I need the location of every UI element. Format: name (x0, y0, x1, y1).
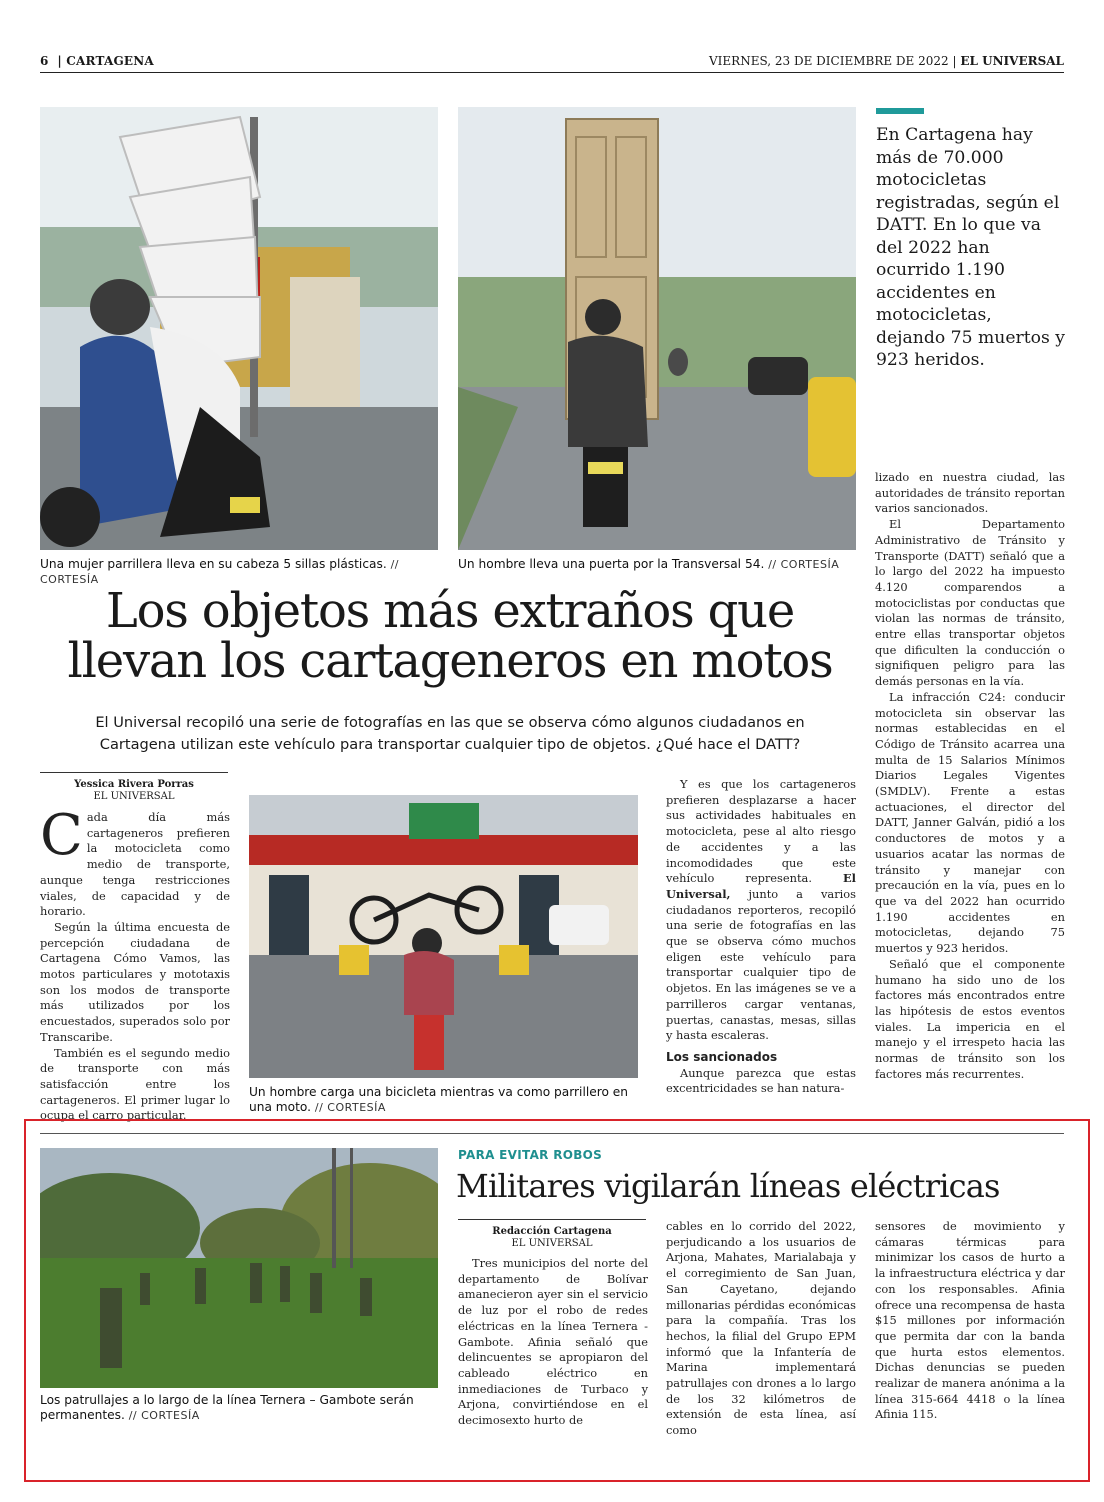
photo-credit: // CORTESÍA (128, 1409, 200, 1422)
subhead: Los sancionados (666, 1049, 778, 1064)
article-deck (70, 712, 830, 756)
caption-text: Una mujer parrillera lleva en su cabeza 5 sillas plásticas. (40, 557, 387, 571)
publication-mention: El Universal, (666, 871, 856, 901)
caption-text: Un hombre carga una bicicleta mientras va como parrillero en una moto. (249, 1085, 629, 1114)
paragraph: cables en lo corrido del 2022, perjudicando a los usuarios de Arjona, Mahates, Marialabaja y el corregimiento de San Juan, San Cayetano, dejando millonarias pérdidas económicas para la compañía. Tras los hechos, la filial del Grupo EPM informó que la Infantería de Marina implementará patrullajes con drones a lo largo de los 32 kilómetros de extensión de esta línea, así como (666, 1219, 856, 1438)
photo-door-caption (458, 557, 858, 572)
box-column-2 (666, 1219, 856, 1439)
caption-text: Un hombre lleva una puerta por la Transversal 54. (458, 557, 765, 571)
box-column-1 (458, 1256, 648, 1429)
paragraph: lizado en nuestra ciudad, las autoridades de tránsito reportan varios sancionados. (875, 470, 1065, 516)
author-name: Yessica Rivera Porras (74, 779, 194, 790)
deck-line-2: Cartagena utilizan este vehículo para transportar cualquier tipo de objetos. ¿Qué hace el DATT? (99, 736, 801, 753)
box-headline: Militares vigilarán líneas eléctricas (456, 1167, 1000, 1205)
box-byline-rule (458, 1219, 646, 1220)
paragraph: El Departamento Administrativo de Tránsito y Transporte (DATT) señaló que a lo largo del 2022 ha impuesto 4.120 comparendos a motociclistas por conductas que violan las normas de tránsito, entre ellas transportar objetos que dificulten la conducción o signifiquen peligro para las demás personas en la vía. (875, 517, 1065, 689)
article-column-3 (666, 777, 856, 1097)
author-outlet: EL UNIVERSAL (511, 1238, 593, 1249)
page-number: 6 (40, 54, 49, 68)
page-section-label: 6 | CARTAGENA (40, 54, 154, 68)
paragraph: Aunque parezca que estas excentricidades se han natura- (666, 1065, 856, 1096)
paragraph: ada día más cartageneros prefieren la motocicleta como medio de transporte, aunque tenga restricciones viales, de capacidad y de horario. (40, 810, 230, 919)
headline-line-1: Los objetos más extraños que (105, 583, 795, 639)
paragraph: Tres municipios del norte del departamento de Bolívar amanecieron ayer sin el servicio de luz por el robo de redes eléctricas en la línea Ternera - Gambote. Afinia señaló que delincuentes se apropiaron del cableado eléctrico en inmediaciones de Turbaco y Arjona, convirtiéndose en el decimosexto hurto de (458, 1256, 648, 1428)
box-column-3 (875, 1219, 1065, 1423)
photo-credit: // CORTESÍA (314, 1101, 386, 1114)
section-name: CARTAGENA (66, 54, 154, 68)
paragraph: También es el segundo medio de transporte con más satisfacción entre los cartageneros. El primer lugar lo ocupa el carro particular. (40, 1045, 230, 1123)
photo-soldiers (40, 1148, 438, 1388)
author-name: Redacción Cartagena (492, 1226, 612, 1237)
issue-date: VIERNES, 23 DE DICIEMBRE DE 2022 (709, 54, 949, 68)
paragraph: Señaló que el componente humano ha sido uno de los factores más encontrados entre las hipótesis de estos eventos viales. La impericia en el manejo y el irrespeto hacia las normas de tránsito son los factores más recurrentes. (875, 956, 1065, 1081)
author-outlet: EL UNIVERSAL (93, 791, 175, 802)
photo-door (458, 107, 856, 550)
photo-bicycle-caption (249, 1085, 644, 1115)
article-column-1 (40, 803, 230, 1124)
header-rule (40, 72, 1064, 73)
paragraph: Según la última encuesta de percepción ciudadana de Cartagena Cómo Vamos, las motos particulares y mototaxis son los modos de transporte más utilizados por los encuestados, superados solo por Transcaribe. (40, 919, 230, 1044)
paragraph-text: Y es que los cartageneros prefieren desplazarse a hacer sus actividades habituales en motocicleta, pese al alto riesgo de accidentes y a las incomodidades que este vehículo representa. (666, 777, 856, 886)
article-headline (40, 583, 860, 689)
article-column-4 (875, 470, 1065, 1082)
box-top-rule (40, 1133, 1064, 1134)
teal-accent-bar (876, 108, 924, 114)
box-kicker: PARA EVITAR ROBOS (458, 1148, 603, 1162)
paragraph: La infracción C24: conducir motocicleta sin observar las normas establecidas en el Código de Tránsito acarrea una multa de 15 Salarios Mínimos Diarios Legales Vigentes (SMDLV). Frente a estas actuaciones, el director del DATT, Janner Galván, pidió a los conductores de motos y a usuarios acatar las normas de tránsito y manejar con precaución en la vía, pues en lo que va del 2022 han ocurrido 1.190 accidentes en motocicletas, dejando 75 muertos y 923 heridos. (875, 689, 1065, 956)
publication-name: EL UNIVERSAL (960, 54, 1064, 68)
byline-rule-top (40, 772, 228, 773)
photo-soldiers-caption (40, 1393, 438, 1423)
photo-bicycle (249, 795, 638, 1078)
photo-chairs (40, 107, 438, 550)
photo-credit: // CORTESÍA (768, 558, 840, 571)
caption-text: Los patrullajes a lo largo de la línea Ternera – Gambote serán permanentes. (40, 1393, 414, 1422)
paragraph-text: junto a varios ciudadanos reporteros, recopiló una serie de fotografías en las que se observa cómo muchos eligen este vehículo para transportar cualquier tipo de objetos. En las imágenes se ve a parrilleros cargar ventanas, puertas, canastas, mesas, sillas y hasta escaleras. (666, 886, 856, 1043)
headline-line-2: llevan los cartageneros en motos (67, 633, 833, 689)
photo-credit: // CORTESÍA (40, 558, 400, 586)
sidebar-stat: En Cartagena hay más de 70.000 motocicletas registradas, según el DATT. En lo que va del 2022 han ocurrido 1.190 accidentes en motocicletas, dejando 75 muertos y 923 heridos. (876, 125, 1065, 370)
dateline: VIERNES, 23 DE DICIEMBRE DE 2022 | EL UNIVERSAL (709, 54, 1064, 68)
box-byline (458, 1226, 646, 1250)
paragraph: sensores de movimiento y cámaras térmicas para minimizar los casos de hurto a la infraestructura eléctrica y dar con los responsables. Afinia ofrece una recompensa de hasta $15 millones por información que permita dar con la banda que hurta estos elementos. Dichas denuncias se pueden realizar de manera anónima a la línea 315-664 4418 o la línea Afinia 115. (875, 1219, 1065, 1422)
deck-line-1: El Universal recopiló una serie de fotografías en las que se observa cómo algunos ciudadanos en (95, 714, 805, 731)
drop-cap: C (40, 803, 83, 868)
byline (40, 779, 228, 803)
